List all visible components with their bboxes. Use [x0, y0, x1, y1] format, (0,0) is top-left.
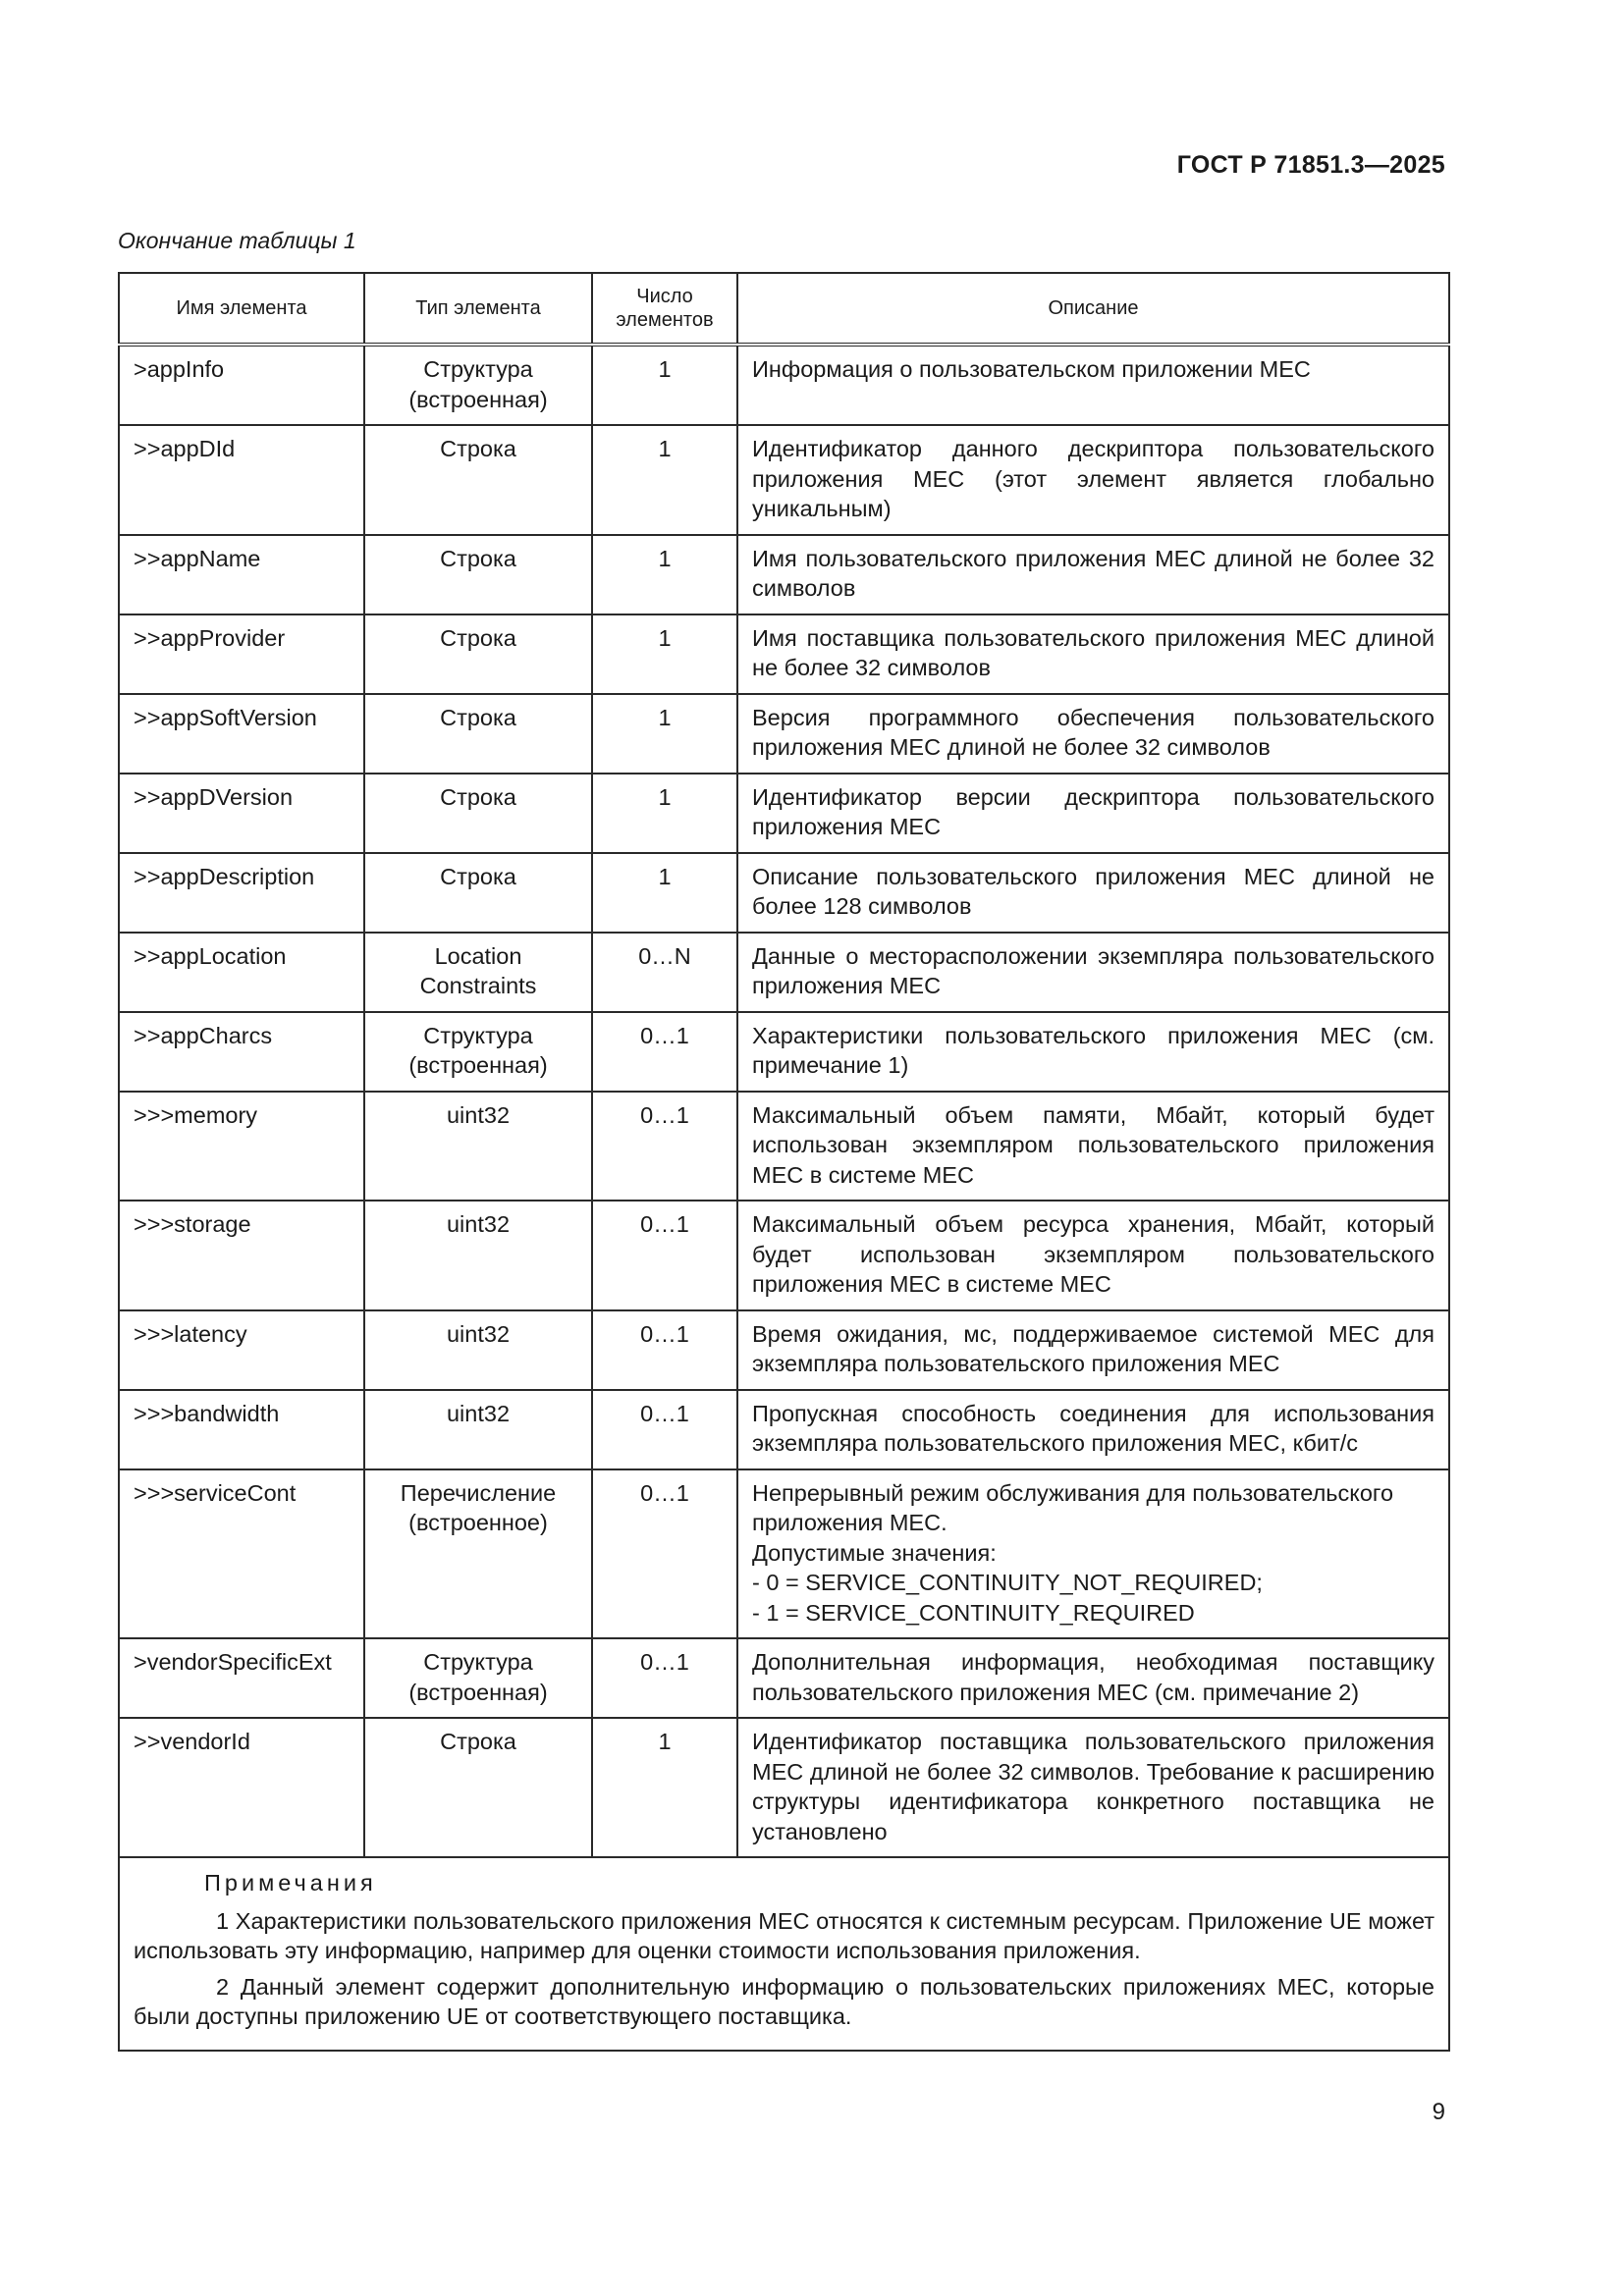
standard-header: ГОСТ Р 71851.3—2025 — [1176, 151, 1445, 179]
element-count-cell: 0…N — [592, 933, 737, 1012]
element-name-cell: >>>bandwidth — [119, 1390, 364, 1469]
table-row — [119, 1469, 1449, 1639]
notes-cell — [119, 1857, 1449, 2051]
element-description-cell: Описание пользовательского приложения МЕС длиной не более 128 символов — [737, 853, 1449, 933]
element-count-cell: 0…1 — [592, 1638, 737, 1718]
notes-row — [119, 1857, 1449, 2051]
element-name-cell: >>appDVersion — [119, 774, 364, 853]
element-type-cell: Строка — [364, 1718, 592, 1857]
table-header-row — [119, 273, 1449, 345]
element-count-cell: 1 — [592, 535, 737, 614]
table-row — [119, 694, 1449, 774]
table-row — [119, 1201, 1449, 1310]
element-description-cell: Идентификатор поставщика пользовательского приложения МЕС длиной не более 32 символов. Требование к расширению структуры идентификатора конкретного поставщика не установлено — [737, 1718, 1449, 1857]
table-caption: Окончание таблицы 1 — [118, 228, 356, 253]
element-name-cell: >appInfo — [119, 345, 364, 425]
description-text: Непрерывный режим обслуживания для пользовательского приложения МЕС. — [752, 1479, 1394, 1535]
element-count-cell: 0…1 — [592, 1390, 737, 1469]
element-description-cell: Версия программного обеспечения пользовательского приложения МЕС длиной не более 32 символов — [737, 694, 1449, 774]
table-row — [119, 1092, 1449, 1201]
element-name-cell: >vendorSpecificExt — [119, 1638, 364, 1718]
element-description-cell: Информация о пользовательском приложении МЕС — [737, 345, 1449, 425]
element-description-cell: Максимальный объем памяти, Мбайт, который будет использован экземпляром пользовательского приложения МЕС в системе МЕС — [737, 1092, 1449, 1201]
description-line: Допустимые значения: — [752, 1539, 997, 1566]
element-count-cell: 1 — [592, 774, 737, 853]
column-header-count: Число элементов — [592, 273, 737, 345]
table-row — [119, 1310, 1449, 1390]
element-description-cell: Имя пользовательского приложения МЕС длиной не более 32 символов — [737, 535, 1449, 614]
element-type-cell: Строка — [364, 853, 592, 933]
element-count-cell: 0…1 — [592, 1092, 737, 1201]
element-type-cell: Location Constraints — [364, 933, 592, 1012]
element-type-cell: Строка — [364, 614, 592, 694]
page-number: 9 — [1432, 2099, 1445, 2125]
element-count-cell: 0…1 — [592, 1469, 737, 1639]
element-count-cell: 1 — [592, 425, 737, 535]
element-description-cell: Дополнительная информация, необходимая поставщику пользовательского приложения МЕС (см. примечание 2) — [737, 1638, 1449, 1718]
element-description-cell: Данные о месторасположении экземпляра пользовательского приложения МЕС — [737, 933, 1449, 1012]
element-type-cell: uint32 — [364, 1201, 592, 1310]
table-row — [119, 853, 1449, 933]
element-type-cell: Строка — [364, 694, 592, 774]
table-row — [119, 535, 1449, 614]
element-name-cell: >>appDescription — [119, 853, 364, 933]
table-row — [119, 1012, 1449, 1092]
element-count-cell: 0…1 — [592, 1201, 737, 1310]
element-type-cell: Строка — [364, 535, 592, 614]
description-line: - 1 = SERVICE_CONTINUITY_REQUIRED — [752, 1599, 1195, 1626]
element-count-cell: 1 — [592, 1718, 737, 1857]
element-name-cell: >>appLocation — [119, 933, 364, 1012]
element-count-cell: 1 — [592, 853, 737, 933]
element-type-cell: Строка — [364, 425, 592, 535]
element-type-cell: Перечисление (встроенное) — [364, 1469, 592, 1639]
element-type-cell: Структура (встроенная) — [364, 345, 592, 425]
element-name-cell: >>appProvider — [119, 614, 364, 694]
element-name-cell: >>>memory — [119, 1092, 364, 1201]
element-type-cell: Структура (встроенная) — [364, 1638, 592, 1718]
element-description-cell — [737, 1469, 1449, 1639]
column-header-type: Тип элемента — [364, 273, 592, 345]
element-name-cell: >>appSoftVersion — [119, 694, 364, 774]
table-row — [119, 425, 1449, 535]
element-count-cell: 1 — [592, 614, 737, 694]
table-row — [119, 1390, 1449, 1469]
element-type-cell: Структура (встроенная) — [364, 1012, 592, 1092]
element-type-cell: uint32 — [364, 1310, 592, 1390]
element-count-cell: 0…1 — [592, 1310, 737, 1390]
element-type-cell: Строка — [364, 774, 592, 853]
element-description-cell: Максимальный объем ресурса хранения, Мбайт, который будет использован экземпляром пользовательского приложения МЕС в системе МЕС — [737, 1201, 1449, 1310]
element-name-cell: >>vendorId — [119, 1718, 364, 1857]
note-2: 2 Данный элемент содержит дополнительную информацию о пользовательских приложениях МЕС, которые были доступны приложению UE от соответствующего поставщика. — [134, 1973, 1435, 2029]
element-description-cell: Пропускная способность соединения для использования экземпляра пользовательского приложения МЕС, кбит/с — [737, 1390, 1449, 1469]
table-body — [119, 345, 1449, 1857]
element-name-cell: >>appCharcs — [119, 1012, 364, 1092]
table-row — [119, 1718, 1449, 1857]
table-row — [119, 614, 1449, 694]
column-header-description: Описание — [737, 273, 1449, 345]
element-name-cell: >>>latency — [119, 1310, 364, 1390]
element-count-cell: 1 — [592, 694, 737, 774]
element-name-cell: >>>serviceCont — [119, 1469, 364, 1639]
table-row — [119, 345, 1449, 425]
element-type-cell: uint32 — [364, 1390, 592, 1469]
element-count-cell: 1 — [592, 345, 737, 425]
description-line: - 0 = SERVICE_CONTINUITY_NOT_REQUIRED; — [752, 1570, 1263, 1595]
notes-title: Примечания — [204, 1870, 377, 1896]
element-description-cell: Время ожидания, мс, поддерживаемое системой МЕС для экземпляра пользовательского приложения МЕС — [737, 1310, 1449, 1390]
column-header-name: Имя элемента — [119, 273, 364, 345]
element-type-cell: uint32 — [364, 1092, 592, 1201]
element-description-cell: Идентификатор данного дескриптора пользовательского приложения МЕС (этот элемент является глобально уникальным) — [737, 425, 1449, 535]
element-name-cell: >>>storage — [119, 1201, 364, 1310]
table-row — [119, 1638, 1449, 1718]
element-name-cell: >>appDId — [119, 425, 364, 535]
table-row — [119, 933, 1449, 1012]
element-count-cell: 0…1 — [592, 1012, 737, 1092]
element-description-cell: Характеристики пользовательского приложения МЕС (см. примечание 1) — [737, 1012, 1449, 1092]
element-name-cell: >>appName — [119, 535, 364, 614]
element-description-cell: Имя поставщика пользовательского приложения МЕС длиной не более 32 символов — [737, 614, 1449, 694]
table-row — [119, 774, 1449, 853]
elements-table — [118, 272, 1450, 2052]
note-1: 1 Характеристики пользовательского приложения МЕС относятся к системным ресурсам. Приложение UE может использовать эту информацию, например для оценки стоимости использования приложения. — [134, 1907, 1435, 1963]
element-description-cell: Идентификатор версии дескриптора пользовательского приложения МЕС — [737, 774, 1449, 853]
